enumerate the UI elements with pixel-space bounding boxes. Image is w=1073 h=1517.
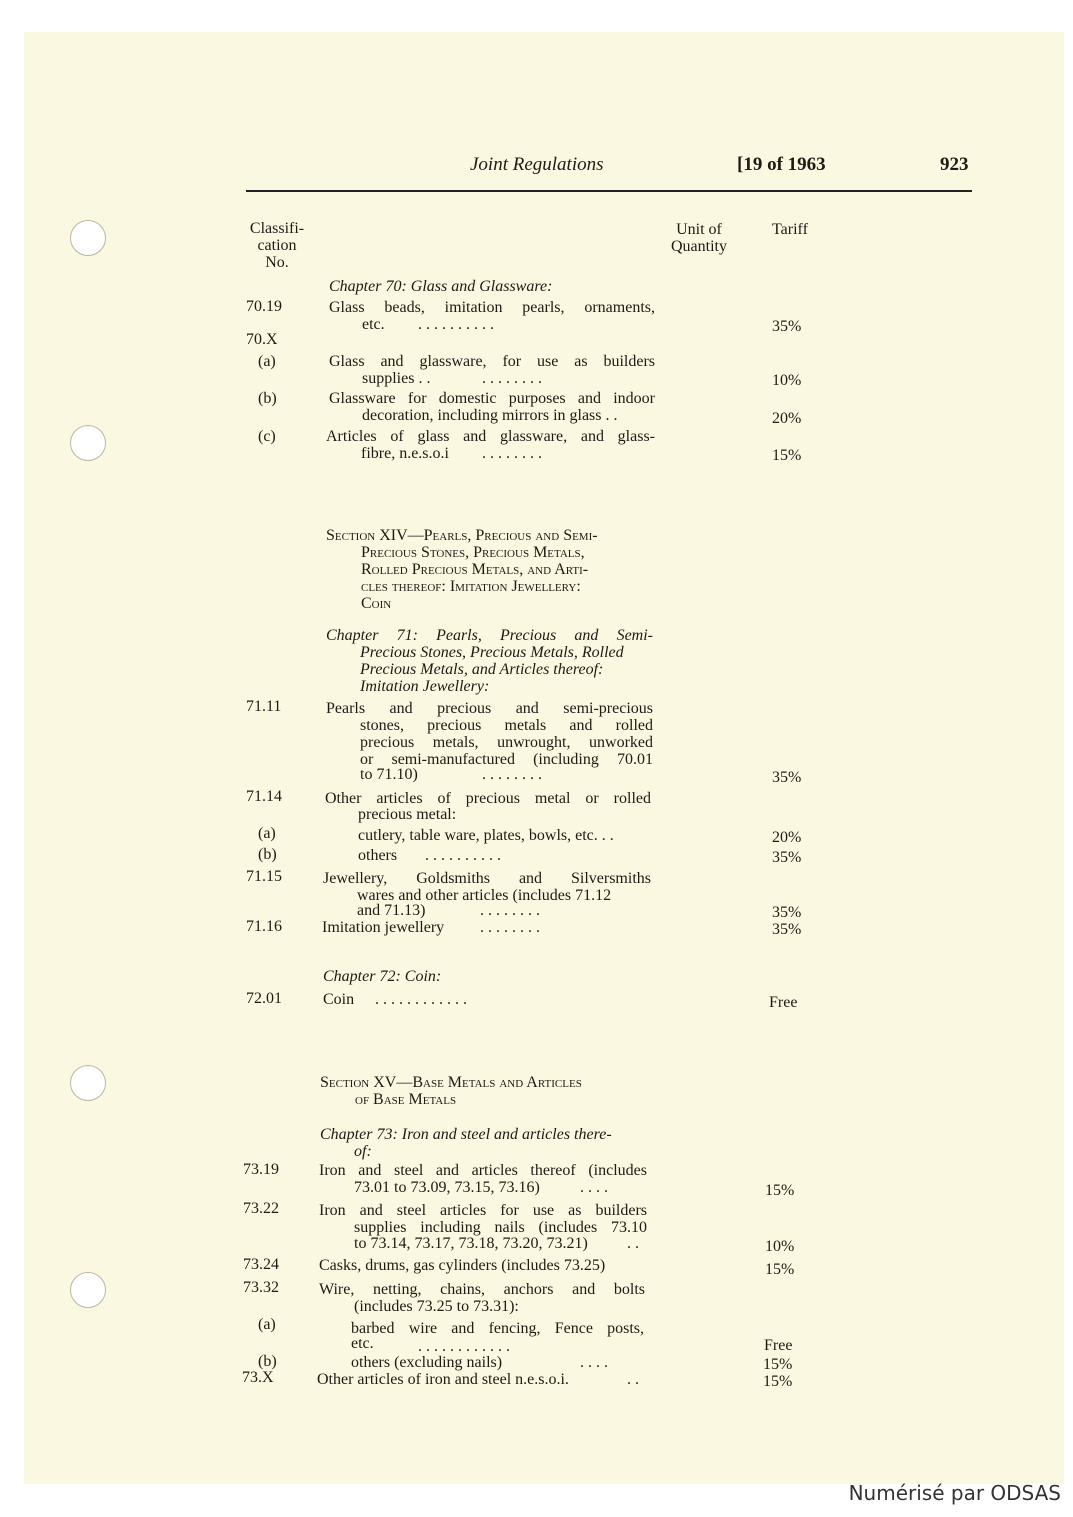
item-description: Pearls and precious and semi-precious — [326, 700, 653, 717]
item-description: supplies including nails (includes 73.10 — [354, 1219, 647, 1236]
class-number: 71.14 — [246, 788, 282, 805]
leader-dots: . . . . . . . . . . . . — [418, 1338, 510, 1355]
item-description: etc. — [351, 1335, 374, 1352]
leader-dots: . . . . . . . . . . — [425, 847, 501, 864]
item-description: stones, precious metals and rolled — [360, 717, 653, 734]
tariff-rate: 15% — [772, 447, 802, 464]
tariff-rate: 35% — [772, 904, 802, 921]
item-description: Imitation jewellery — [322, 919, 445, 936]
item-description: to 71.10) — [360, 766, 418, 783]
tariff-rate: 15% — [763, 1373, 793, 1390]
item-description: Jewellery, Goldsmiths and Silversmiths — [323, 870, 651, 887]
leader-dots: . . . . . . . . — [482, 445, 542, 462]
running-title: Joint Regulations — [470, 154, 604, 175]
section-heading: of Base Metals — [355, 1091, 457, 1108]
class-number: (b) — [258, 846, 277, 863]
class-number: 73.19 — [243, 1161, 279, 1178]
leader-dots: . . . . . . . . — [480, 902, 540, 919]
item-description: etc. — [362, 316, 385, 333]
item-description: Other articles of precious metal or rolled — [325, 790, 651, 807]
tariff-rate: 15% — [763, 1356, 793, 1373]
item-description: Glass beads, imitation pearls, ornaments, — [329, 299, 655, 316]
tariff-rate: Free — [764, 1337, 793, 1354]
leader-dots: . . . . . . . . . . . . — [375, 991, 467, 1008]
item-description: Other articles of iron and steel n.e.s.o.i. — [317, 1371, 569, 1388]
chapter-heading: Chapter 71: Pearls, Precious and Semi- — [326, 627, 653, 644]
header-rule — [246, 190, 972, 192]
class-number: 71.16 — [246, 918, 282, 935]
class-number: (a) — [258, 825, 276, 842]
tariff-rate: 35% — [772, 921, 802, 938]
item-description: wares and other articles (includes 71.12 — [357, 887, 612, 904]
chapter-heading: Precious Metals, and Articles thereof: — [360, 661, 604, 678]
tariff-rate: 35% — [772, 318, 802, 335]
item-description: Glassware for domestic purposes and indoor — [329, 390, 655, 407]
leader-dots: . . . . — [580, 1179, 608, 1196]
item-description: or semi-manufactured (including 70.01 — [360, 751, 653, 768]
item-description: 73.01 to 73.09, 73.15, 73.16) — [354, 1179, 540, 1196]
tariff-rate: 20% — [772, 410, 802, 427]
binder-hole — [70, 220, 106, 256]
section-heading: Rolled Precious Metals, and Arti- — [361, 561, 589, 578]
col-unit-of-quantity: Unit of Quantity — [671, 221, 727, 255]
act-reference: [19 of 1963 — [737, 154, 826, 175]
item-description: others — [358, 847, 398, 864]
item-description: Articles of glass and glassware, and glass- — [326, 428, 655, 445]
chapter-heading: Imitation Jewellery: — [360, 678, 490, 695]
item-description: Coin — [323, 991, 355, 1008]
class-number: 73.22 — [243, 1200, 279, 1217]
class-number: 70.19 — [246, 298, 282, 315]
class-number: 71.11 — [246, 698, 282, 715]
leader-dots: . . . . — [580, 1354, 608, 1371]
item-description: Glass and glassware, for use as builders — [329, 353, 655, 370]
binder-hole — [70, 1272, 106, 1308]
col-tariff: Tariff — [772, 221, 808, 238]
binder-hole — [70, 1065, 106, 1101]
class-number: 71.15 — [246, 868, 282, 885]
item-description: (includes 73.25 to 73.31): — [354, 1298, 519, 1315]
item-description: and 71.13) — [357, 902, 426, 919]
tariff-rate: 35% — [772, 849, 802, 866]
leader-dots: . . . . . . . . — [480, 919, 540, 936]
chapter-heading: Chapter 72: Coin: — [323, 968, 442, 985]
tariff-rate: 20% — [772, 829, 802, 846]
class-number: (b) — [258, 1353, 277, 1370]
class-number: (a) — [258, 1316, 276, 1333]
tariff-rate: 15% — [765, 1261, 795, 1278]
section-heading: Section XV—Base Metals and Articles — [320, 1074, 582, 1091]
digitization-credit: Numérisé par ODSAS — [848, 1481, 1061, 1505]
leader-dots: . . — [627, 1371, 639, 1388]
binder-hole — [70, 425, 106, 461]
item-description: decoration, including mirrors in glass . . — [362, 407, 618, 424]
chapter-heading: Chapter 73: Iron and steel and articles there- — [320, 1126, 612, 1143]
section-heading: Precious Stones, Precious Metals, — [361, 544, 585, 561]
section-heading: cles thereof: Imitation Jewellery: — [361, 578, 581, 595]
item-description: to 73.14, 73.17, 73.18, 73.20, 73.21) — [354, 1235, 588, 1252]
section-heading: Coin — [361, 595, 392, 612]
col-classification: Classifi- cation No. — [249, 220, 305, 271]
item-description: others (excluding nails) — [351, 1354, 503, 1371]
leader-dots: . . . . . . . . — [482, 766, 542, 783]
leader-dots: . . — [627, 1235, 639, 1252]
class-number: 73.X — [242, 1369, 274, 1386]
tariff-rate: 35% — [772, 769, 802, 786]
tariff-rate: 10% — [765, 1238, 795, 1255]
chapter-heading: of: — [354, 1143, 372, 1160]
class-number: 70.X — [246, 331, 278, 348]
chapter-heading: Precious Stones, Precious Metals, Rolled — [360, 644, 624, 661]
class-number: 72.01 — [246, 990, 282, 1007]
class-number: 73.24 — [243, 1256, 279, 1273]
page-number: 923 — [940, 154, 969, 175]
item-description: precious metals, unwrought, unworked — [360, 734, 653, 751]
class-number: (a) — [258, 353, 276, 370]
tariff-rate: 10% — [772, 372, 802, 389]
item-description: Iron and steel and articles thereof (includes — [319, 1162, 647, 1179]
section-heading: Section XIV—Pearls, Precious and Semi- — [326, 527, 598, 544]
item-description: barbed wire and fencing, Fence posts, — [351, 1320, 644, 1337]
class-number: 73.32 — [243, 1279, 279, 1296]
item-description: precious metal: — [358, 806, 457, 823]
item-description: fibre, n.e.s.o.i — [361, 445, 449, 462]
item-description: cutlery, table ware, plates, bowls, etc. . . — [358, 827, 614, 844]
item-description: Casks, drums, gas cylinders (includes 73.25) — [319, 1257, 606, 1274]
class-number: (b) — [258, 390, 277, 407]
chapter-heading: Chapter 70: Glass and Glassware: — [329, 278, 553, 295]
leader-dots: . . . . . . . . . . — [418, 316, 494, 333]
item-description: Iron and steel articles for use as builders — [319, 1202, 647, 1219]
item-description: Wire, netting, chains, anchors and bolts — [319, 1281, 645, 1298]
class-number: (c) — [258, 428, 276, 445]
tariff-rate: 15% — [765, 1182, 795, 1199]
leader-dots: . . . . . . . . — [482, 370, 542, 387]
item-description: supplies . . — [362, 370, 431, 387]
tariff-rate: Free — [769, 994, 798, 1011]
